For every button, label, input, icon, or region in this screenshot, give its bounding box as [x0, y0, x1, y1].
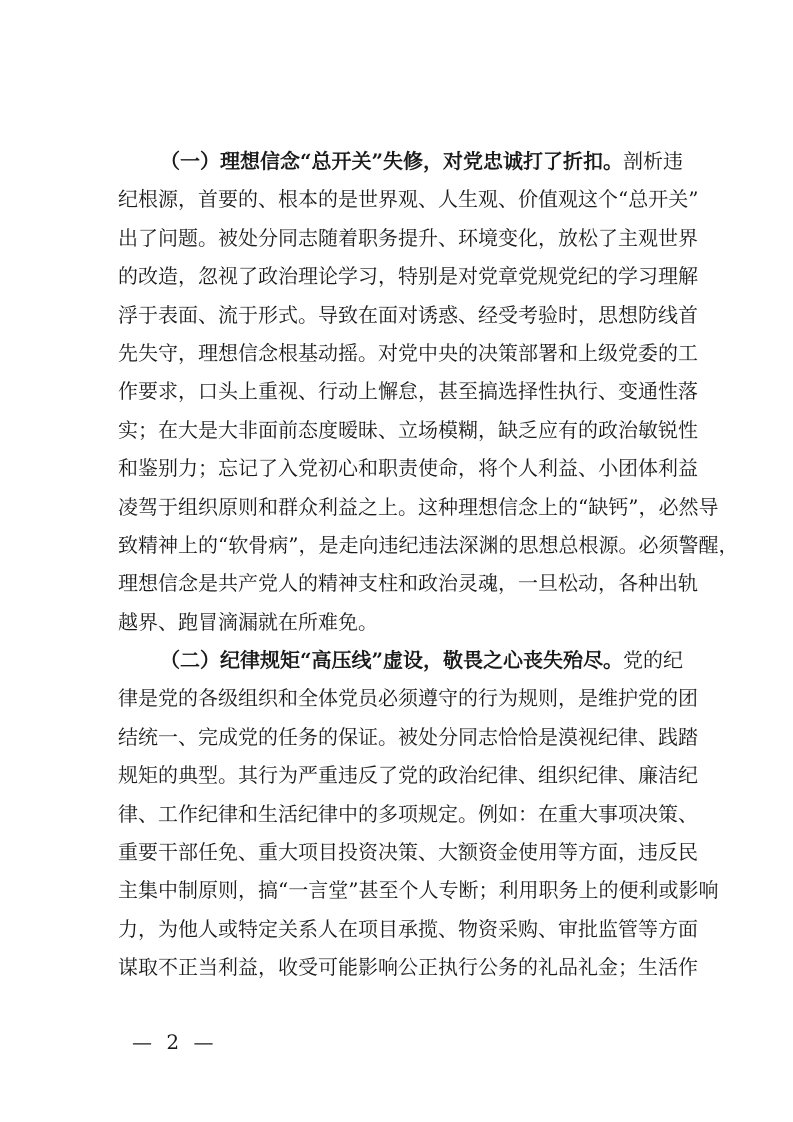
text-line: 纪根源，首要的、根本的是世界观、人生观、价值观这个“总开关” — [118, 187, 699, 212]
text-line: 规矩的典型。其行为严重违反了党的政治纪律、组织纪律、廉洁纪 — [118, 763, 698, 788]
body-text — [118, 142, 739, 987]
text-line: 实；在大是大非面前态度暧昧、立场模糊，缺乏应有的政治敏锐性 — [118, 417, 698, 442]
text-line: 出了问题。被处分同志随着职务提升、环境变化，放松了主观世界 — [118, 225, 698, 250]
text-line: 律、工作纪律和生活纪律中的多项规定。例如：在重大事项决策、 — [118, 801, 698, 826]
paragraph-1-heading: （一）理想信念“总开关”失修，对党忠诚打了折扣。 — [160, 149, 624, 173]
text-line: 谋取不正当利益，收受可能影响公正执行公务的礼品礼金；生活作 — [118, 955, 698, 980]
text-line: 结统一、完成党的任务的保证。被处分同志恰恰是漠视纪律、践踏 — [118, 724, 698, 749]
paragraph-2-heading: （二）纪律规矩“高压线”虚设，敬畏之心丧失殆尽。 — [160, 648, 624, 673]
text-line: 理想信念是共产党人的精神支柱和政治灵魂，一旦松动，各种出轨 — [118, 571, 698, 596]
text-line: 律是党的各级组织和全体党员必须遵守的行为规则，是维护党的团 — [118, 686, 698, 711]
text-line: 作要求，口头上重视、行动上懈怠，甚至搞选择性执行、变通性落 — [118, 379, 698, 404]
text-line: 越界、跑冒滴漏就在所难免。 — [118, 609, 378, 634]
text-line: 浮于表面、流于形式。导致在面对诱惑、经受考验时，思想防线首 — [118, 302, 698, 327]
text-line: 凌驾于组织原则和群众利益之上。这种理想信念上的“缺钙”，必然导 — [118, 494, 719, 519]
paragraph-2-first-line — [118, 641, 682, 679]
paragraph-2-text: 党的纪 — [623, 648, 684, 673]
paragraph-1-text: 剖析违 — [623, 149, 684, 173]
text-line: 先失守，理想信念根基动摇。对党中央的决策部署和上级党委的工 — [118, 340, 698, 365]
page-number: — 2 — — [132, 1030, 218, 1054]
text-line: 重要干部任免、重大项目投资决策、大额资金使用等方面，违反民 — [118, 840, 698, 865]
text-line: 力，为他人或特定关系人在项目承揽、物资采购、审批监管等方面 — [118, 916, 698, 941]
paragraph-1-first-line — [118, 142, 682, 180]
text-line: 致精神上的“软骨病”，是走向违纪违法深渊的思想总根源。必须警醒， — [118, 532, 739, 557]
text-line: 的改造，忽视了政治理论学习，特别是对党章党规党纪的学习理解 — [118, 264, 698, 289]
text-line: 主集中制原则，搞“一言堂”甚至个人专断；利用职务上的便利或影响 — [118, 878, 719, 903]
text-line: 和鉴别力；忘记了入党初心和职责使命，将个人利益、小团体利益 — [118, 456, 698, 481]
